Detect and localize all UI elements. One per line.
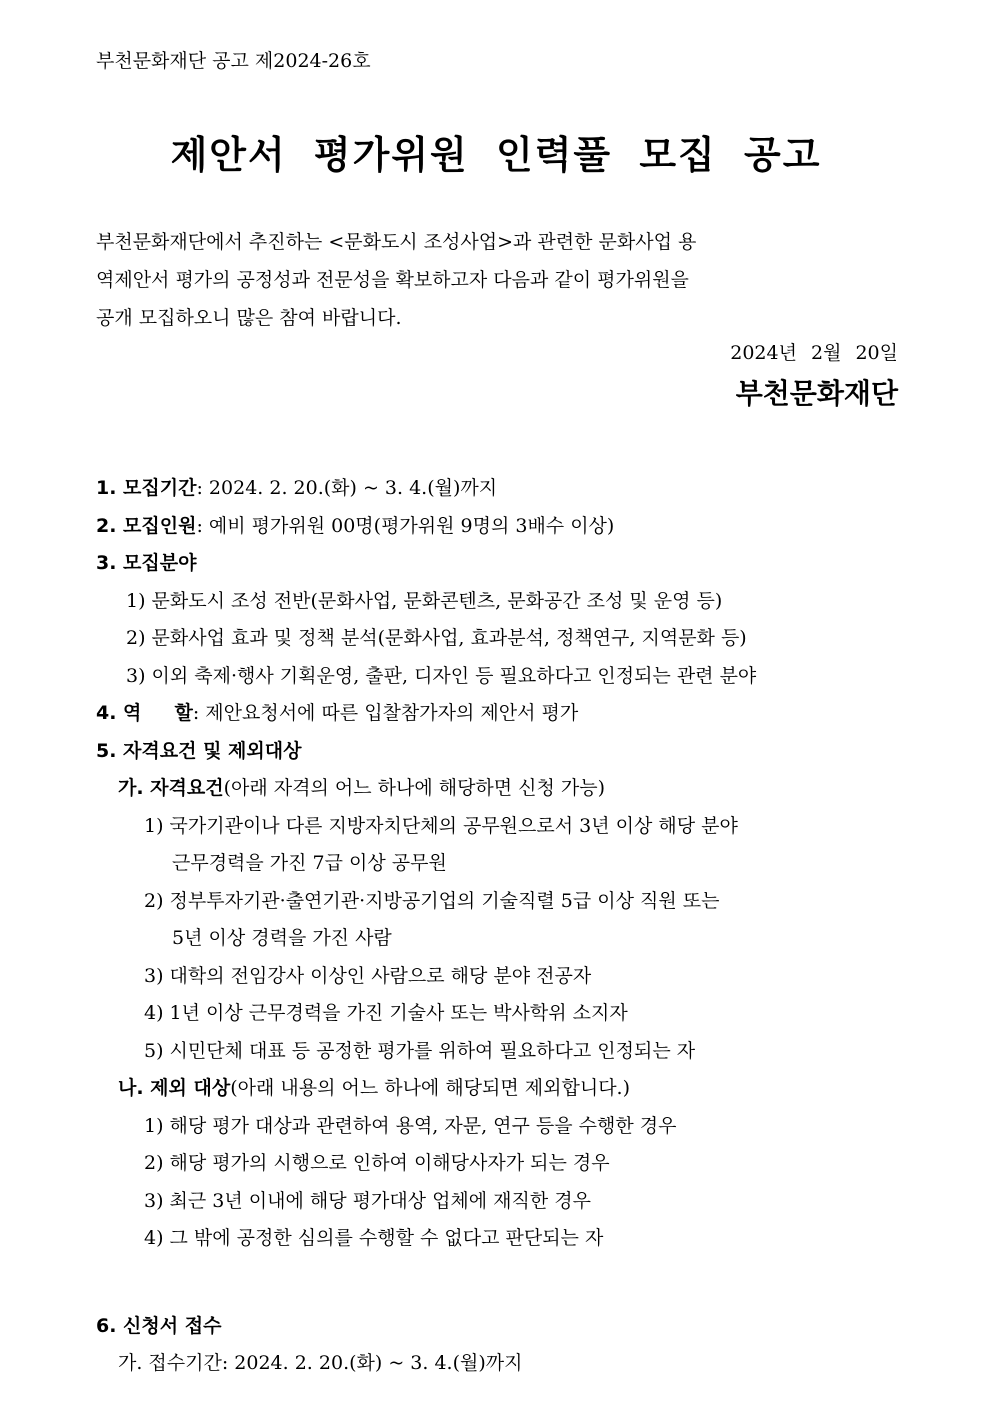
list-item-continued: 5년 이상 경력을 가진 사람 bbox=[172, 927, 392, 949]
section-application bbox=[96, 1308, 906, 1346]
subsection-label: 가. 자격요건 bbox=[118, 777, 224, 799]
subsection-qualification-requirements bbox=[96, 770, 906, 808]
spacer bbox=[96, 1258, 906, 1308]
section-recruitment-number bbox=[96, 508, 906, 546]
list-item: 4) 그 밖에 공정한 심의를 수행할 수 없다고 판단되는 자 bbox=[144, 1227, 604, 1249]
section-text: : 제안요청서에 따른 입찰참가자의 제안서 평가 bbox=[192, 702, 579, 724]
notice-number: 부천문화재단 공고 제2024-26호 bbox=[96, 50, 371, 72]
section-label: 4. 역 할 bbox=[96, 702, 193, 724]
list-item: 3) 대학의 전임강사 이상인 사람으로 해당 분야 전공자 bbox=[144, 964, 592, 987]
subsection-label: 나. 제외 대상 bbox=[118, 1077, 231, 1099]
list-item: 4) 1년 이상 근무경력을 가진 기술사 또는 박사학위 소지자 bbox=[144, 1002, 628, 1024]
list-item: 가. 접수기간: 2024. 2. 20.(화) ~ 3. 4.(월)까지 bbox=[118, 1352, 523, 1374]
section-recruitment-field bbox=[96, 545, 906, 583]
section-label: 6. 신청서 접수 bbox=[96, 1314, 222, 1337]
page-title: 제안서 평가위원 인력풀 모집 공고 bbox=[170, 133, 822, 177]
section-label: 1. 모집기간 bbox=[96, 477, 197, 499]
section-qualifications bbox=[96, 733, 906, 771]
list-item: 1) 문화도시 조성 전반(문화사업, 문화콘텐츠, 문화공간 조성 및 운영 등) bbox=[126, 589, 723, 612]
issuing-organization: 부천문화재단 bbox=[735, 377, 898, 410]
section-role bbox=[96, 695, 906, 733]
notice-sections bbox=[96, 470, 906, 1383]
subsection-text: (아래 내용의 어느 하나에 해당되면 제외합니다.) bbox=[230, 1077, 631, 1099]
list-item: 2) 문화사업 효과 및 정책 분석(문화사업, 효과분석, 정책연구, 지역문화 등) bbox=[126, 627, 747, 649]
section-text: : 예비 평가위원 00명(평가위원 9명의 3배수 이상) bbox=[196, 514, 615, 537]
section-label: 5. 자격요건 및 제외대상 bbox=[96, 739, 302, 762]
list-item: 1) 해당 평가 대상과 관련하여 용역, 자문, 연구 등을 수행한 경우 bbox=[144, 1114, 677, 1137]
intro-paragraph bbox=[96, 223, 898, 337]
notice-date: 2024년 2월 20일 bbox=[730, 342, 898, 364]
list-item: 3) 최근 3년 이내에 해당 평가대상 업체에 재직한 경우 bbox=[144, 1189, 591, 1212]
list-item: 1) 국가기관이나 다른 지방자치단체의 공무원으로서 3년 이상 해당 분야 bbox=[144, 814, 738, 837]
section-text: : 2024. 2. 20.(화) ~ 3. 4.(월)까지 bbox=[196, 477, 498, 499]
list-item: 3) 이외 축제·행사 기획운영, 출판, 디자인 등 필요하다고 인정되는 관련 분야 bbox=[126, 664, 757, 687]
section-recruitment-period bbox=[96, 470, 906, 508]
list-item-continued: 근무경력을 가진 7급 이상 공무원 bbox=[172, 852, 447, 874]
list-item: 2) 정부투자기관·출연기관·지방공기업의 기술직렬 5급 이상 직원 또는 bbox=[144, 889, 720, 912]
section-label: 2. 모집인원 bbox=[96, 514, 197, 537]
intro-line: 공개 모집하오니 많은 참여 바랍니다. bbox=[96, 307, 402, 329]
list-item: 5) 시민단체 대표 등 공정한 평가를 위하여 필요하다고 인정되는 자 bbox=[144, 1039, 696, 1062]
subsection-exclusions bbox=[96, 1070, 906, 1108]
intro-line: 부천문화재단에서 추진하는 <문화도시 조성사업>과 관련한 문화사업 용 bbox=[96, 231, 697, 253]
section-label: 3. 모집분야 bbox=[96, 552, 197, 574]
subsection-text: (아래 자격의 어느 하나에 해당하면 신청 가능) bbox=[223, 777, 606, 799]
intro-line: 역제안서 평가의 공정성과 전문성을 확보하고자 다음과 같이 평가위원을 bbox=[96, 269, 689, 291]
list-item: 2) 해당 평가의 시행으로 인하여 이해당사자가 되는 경우 bbox=[144, 1152, 610, 1174]
